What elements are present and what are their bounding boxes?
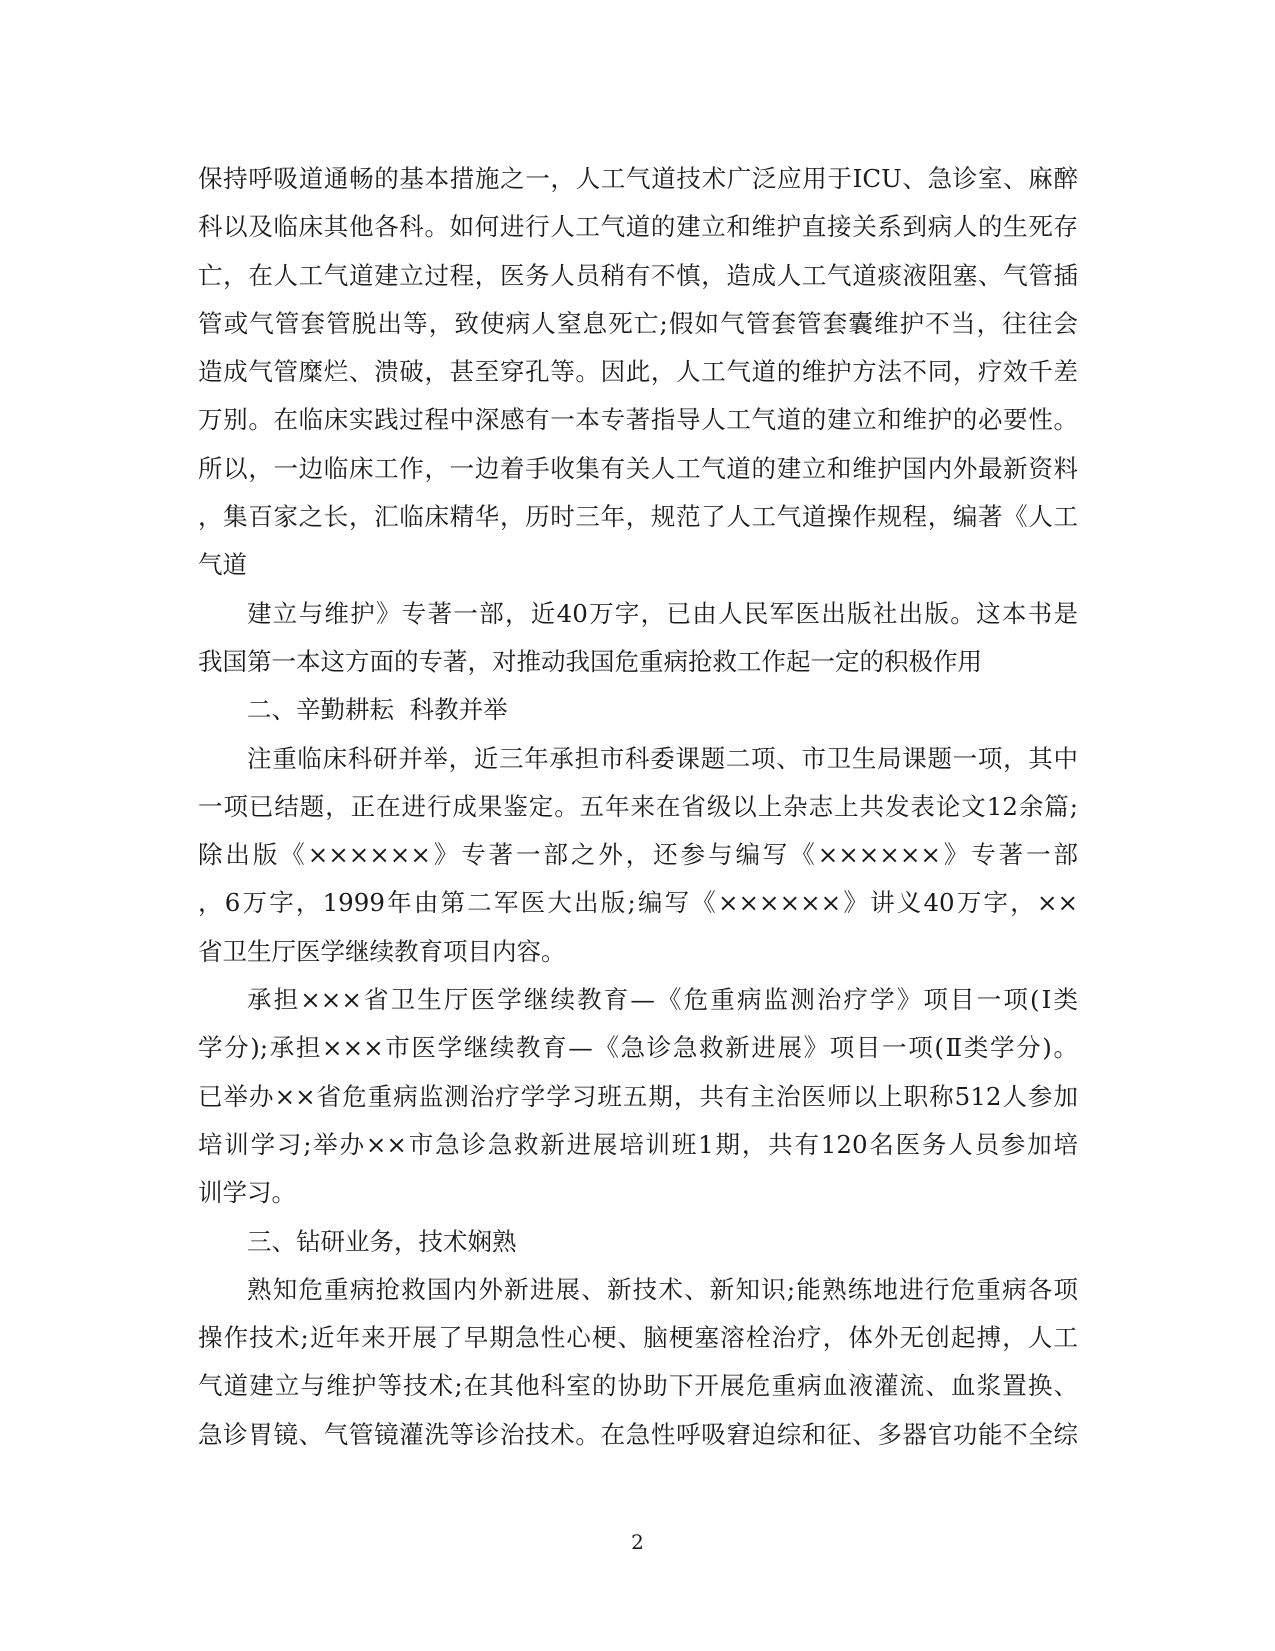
- text-line: 造成气管糜烂、溃破，甚至穿孔等。因此，人工气道的维护方法不同，疗效千差: [198, 357, 1078, 387]
- text-line: 熟知危重病抢救国内外新进展、新技术、新知识;能熟练地进行危重病各项: [247, 1274, 1078, 1304]
- text-line: 管或气管套管脱出等，致使病人窒息死亡;假如气管套管套囊维护不当，往往会: [198, 308, 1078, 338]
- text-line: 学分);承担×××市医学继续教育—《急诊急救新进展》项目一项(Ⅱ类学分)。: [198, 1033, 1078, 1063]
- text-line: 承担×××省卫生厅医学继续教育—《危重病监测治疗学》项目一项(Ⅰ类: [247, 985, 1078, 1015]
- text-line: 气道建立与维护等技术;在其他科室的协助下开展危重病血液灌流、血浆置换、: [198, 1371, 1078, 1401]
- text-line: ，集百家之长，汇临床精华，历时三年，规范了人工气道操作规程，编著《人工: [198, 502, 1078, 532]
- text-line: 我国第一本这方面的专著，对推动我国危重病抢救工作起一定的积极作用: [198, 646, 982, 676]
- page-number: 2: [631, 1530, 644, 1554]
- text-line: 亡，在人工气道建立过程，医务人员稍有不慎，造成人工气道痰液阻塞、气管插: [198, 260, 1078, 290]
- text-line: 训学习。: [198, 1178, 296, 1208]
- section-heading: 三、钻研业务，技术娴熟: [247, 1226, 517, 1256]
- text-line: 科以及临床其他各科。如何进行人工气道的建立和维护直接关系到病人的生死存: [198, 212, 1078, 242]
- text-line: 除出版《××××××》专著一部之外，还参与编写《××××××》专著一部: [198, 840, 1078, 870]
- section-heading: 二、辛勤耕耘 科教并举: [247, 695, 508, 725]
- text-line: 省卫生厅医学继续教育项目内容。: [198, 936, 566, 966]
- text-line: 气道: [198, 550, 247, 580]
- text-line: 急诊胃镜、气管镜灌洗等诊治技术。在急性呼吸窘迫综和征、多器官功能不全综: [198, 1419, 1078, 1449]
- text-line: 所以，一边临床工作，一边着手收集有关人工气道的建立和维护国内外最新资料: [198, 453, 1078, 483]
- text-line: 一项已结题，正在进行成果鉴定。五年来在省级以上杂志上共发表论文12余篇;: [198, 791, 1078, 821]
- text-line: 注重临床科研并举，近三年承担市科委课题二项、市卫生局课题一项，其中: [247, 743, 1078, 773]
- document-body: [198, 155, 1078, 1459]
- text-line: 保持呼吸道通畅的基本措施之一，人工气道技术广泛应用于ICU、急诊室、麻醉: [198, 164, 1078, 193]
- text-line: 培训学习;举办××市急诊急救新进展培训班1期，共有120名医务人员参加培: [198, 1129, 1078, 1159]
- text-line: 万别。在临床实践过程中深感有一本专著指导人工气道的建立和维护的必要性。: [198, 405, 1078, 435]
- text-line: 操作技术;近年来开展了早期急性心梗、脑梗塞溶栓治疗，体外无创起搏，人工: [198, 1323, 1078, 1353]
- text-line: 已举办××省危重病监测治疗学学习班五期，共有主治医师以上职称512人参加: [198, 1081, 1078, 1111]
- text-line: 建立与维护》专著一部，近40万字，已由人民军医出版社出版。这本书是: [247, 598, 1078, 628]
- text-line: ，6万字，1999年由第二军医大出版;编写《××××××》讲义40万字，××: [198, 888, 1078, 918]
